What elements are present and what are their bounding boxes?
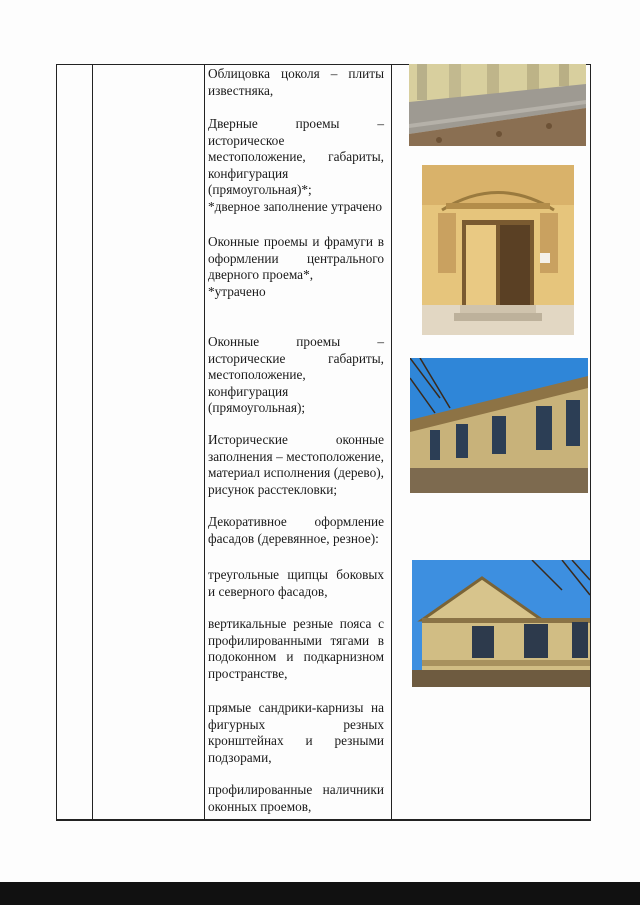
carved-entrance-door-photo — [422, 165, 574, 335]
table-bottom-border — [56, 819, 591, 821]
text-block — [208, 616, 384, 682]
table-column-rule — [391, 64, 392, 820]
wooden-facade-windows-photo — [410, 358, 588, 493]
gable-facade-photo — [412, 560, 590, 687]
text-block — [208, 66, 384, 99]
text-paragraph: вертикальные резные пояса с профилированными тягами в подоконном и подкарнизном пространстве, — [208, 616, 384, 681]
text-paragraph: Исторические оконные заполнения – местоположение, материал исполнения (дерево), рисунок расстекловки; — [208, 432, 384, 497]
text-paragraph: *утрачено — [208, 283, 266, 299]
text-block — [208, 234, 384, 300]
text-block — [208, 334, 384, 417]
text-block — [208, 432, 384, 498]
text-block — [208, 700, 384, 766]
text-block — [208, 782, 384, 815]
text-paragraph: Оконные проемы и фрамуги в оформлении центрального дверного проема*, — [208, 234, 384, 283]
text-block — [208, 116, 384, 216]
text-paragraph: профилированные наличники оконных проемов, — [208, 782, 384, 814]
text-paragraph: Облицовка цоколя – плиты известняка, — [208, 66, 384, 98]
limestone-plinth-photo — [409, 64, 586, 146]
text-paragraph: Дверные проемы – историческое местоположение, габариты, конфигурация (прямоугольная)*; — [208, 116, 384, 198]
text-block — [208, 567, 384, 600]
text-paragraph: треугольные щипцы боковых и северного фасадов, — [208, 567, 384, 599]
scan-bottom-edge — [0, 882, 640, 905]
table-column-rule — [92, 64, 93, 820]
text-paragraph: Оконные проемы – исторические габариты, местоположение, конфигурация (прямоугольная); — [208, 334, 384, 416]
table-column-rule — [590, 64, 591, 820]
text-paragraph: Декоративное оформление фасадов (деревянное, резное): — [208, 514, 384, 546]
text-paragraph: прямые сандрики-карнизы на фигурных резных кронштейнах и резными подзорами, — [208, 700, 384, 765]
table-column-rule — [56, 64, 57, 820]
table-column-rule — [204, 64, 205, 820]
text-block — [208, 514, 384, 547]
text-paragraph: *дверное заполнение утрачено — [208, 198, 382, 214]
